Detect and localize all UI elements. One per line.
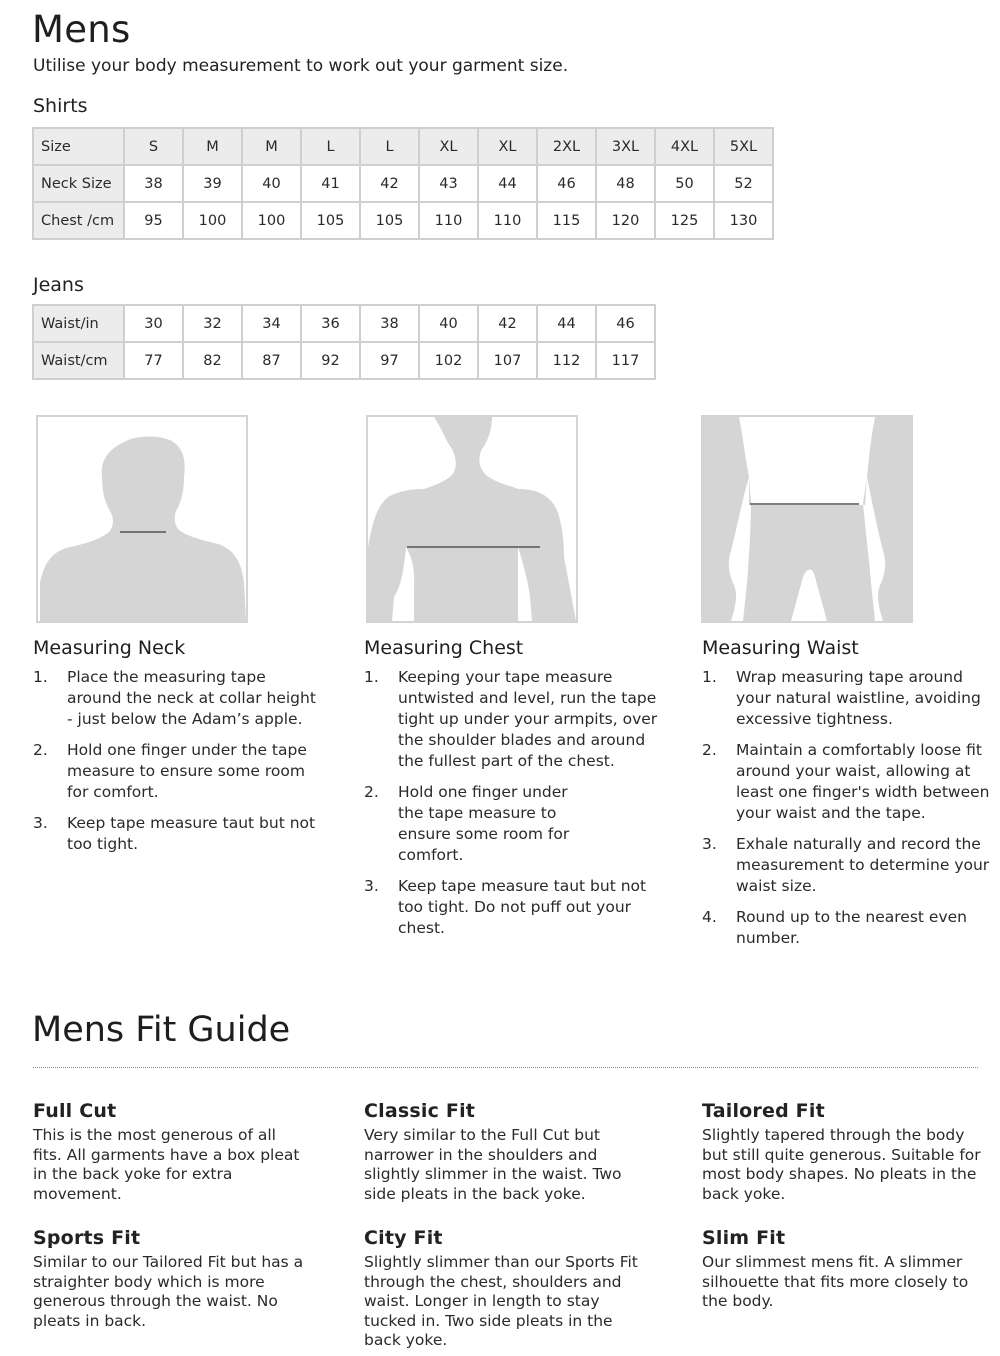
measuring-neck-section <box>33 637 323 865</box>
row-header: Size <box>33 128 124 165</box>
table-cell: 48 <box>596 165 655 202</box>
table-cell: M <box>183 128 242 165</box>
fit-card-classic-fit <box>364 1100 654 1204</box>
fit-title: Slim Fit <box>702 1227 786 1249</box>
table-cell: 130 <box>714 202 773 239</box>
fit-title: City Fit <box>364 1227 443 1249</box>
list-item: 1. Place the measuring tape around the neck at collar height - just below the Adam’s apple. <box>33 668 316 728</box>
list-item: 3. Keep tape measure taut but not too tight. Do not puff out your chest. <box>364 877 647 937</box>
table-cell: 100 <box>242 202 301 239</box>
table-cell: 38 <box>124 165 183 202</box>
table-cell: 52 <box>714 165 773 202</box>
table-row <box>33 128 773 165</box>
fit-card-sports-fit <box>33 1227 308 1331</box>
measuring-chest-steps <box>364 667 664 939</box>
table-cell: 41 <box>301 165 360 202</box>
table-cell: 112 <box>537 342 596 379</box>
list-item: 2. Hold one finger under the tape measure to ensure some room for comfort. <box>33 741 307 801</box>
jeans-size-table <box>32 304 656 380</box>
list-item: 1. Keeping your tape measure untwisted and level, run the tape tight up under your armpits, over the shoulder blades and around the fullest part of the chest. <box>364 668 658 770</box>
table-cell: 110 <box>419 202 478 239</box>
table-row <box>33 165 773 202</box>
table-cell: 2XL <box>537 128 596 165</box>
table-cell: XL <box>419 128 478 165</box>
table-cell: 77 <box>124 342 183 379</box>
row-header: Waist/in <box>33 305 124 342</box>
table-cell: 46 <box>596 305 655 342</box>
measuring-waist-section <box>702 637 992 959</box>
table-cell: 117 <box>596 342 655 379</box>
list-item: 3. Keep tape measure taut but not too tight. <box>33 814 316 853</box>
table-cell: 32 <box>183 305 242 342</box>
table-cell: L <box>360 128 419 165</box>
list-item: 2. Hold one finger under the tape measure to ensure some room for comfort. <box>364 783 570 864</box>
table-cell: 38 <box>360 305 419 342</box>
list-item: 3. Exhale naturally and record the measurement to determine your waist size. <box>702 835 990 895</box>
table-cell: 3XL <box>596 128 655 165</box>
fit-title: Tailored Fit <box>702 1100 825 1122</box>
table-cell: 95 <box>124 202 183 239</box>
measuring-neck-title: Measuring Neck <box>33 637 186 659</box>
table-cell: 5XL <box>714 128 773 165</box>
fit-title: Sports Fit <box>33 1227 141 1249</box>
table-cell: 115 <box>537 202 596 239</box>
fit-description: Slightly slimmer than our Sports Fit through the chest, shoulders and waist. Longer in length to stay tucked in. Two side pleats in the back yoke. <box>364 1253 638 1349</box>
fit-description: This is the most generous of all fits. All garments have a box pleat in the back yoke for extra movement. <box>33 1126 300 1203</box>
fit-description: Very similar to the Full Cut but narrower in the shoulders and slightly slimmer in the waist. Two side pleats in the back yoke. <box>364 1126 622 1203</box>
table-row <box>33 305 655 342</box>
fit-description: Similar to our Tailored Fit but has a straighter body which is more generous through the waist. No pleats in back. <box>33 1253 304 1330</box>
table-cell: 4XL <box>655 128 714 165</box>
list-item: 1. Wrap measuring tape around your natural waistline, avoiding excessive tightness. <box>702 668 981 728</box>
list-item: 4. Round up to the nearest even number. <box>702 908 967 947</box>
table-cell: 82 <box>183 342 242 379</box>
fit-title: Classic Fit <box>364 1100 476 1122</box>
neck-silhouette-icon <box>36 415 248 623</box>
table-cell: S <box>124 128 183 165</box>
table-cell: 92 <box>301 342 360 379</box>
fit-card-slim-fit <box>702 1227 982 1312</box>
table-cell: 105 <box>301 202 360 239</box>
table-cell: 43 <box>419 165 478 202</box>
table-cell: 97 <box>360 342 419 379</box>
shirts-title: Shirts <box>33 95 88 117</box>
row-header: Waist/cm <box>33 342 124 379</box>
fit-guide-title: Mens Fit Guide <box>32 1010 291 1050</box>
fit-card-tailored-fit <box>702 1100 982 1204</box>
table-cell: 34 <box>242 305 301 342</box>
table-cell: 42 <box>360 165 419 202</box>
fit-description: Slightly tapered through the body but still quite generous. Suitable for most body shapes. No pleats in the back yoke. <box>702 1126 981 1203</box>
table-cell: 50 <box>655 165 714 202</box>
measuring-chest-title: Measuring Chest <box>364 637 524 659</box>
intro-text: Utilise your body measurement to work out your garment size. <box>33 56 569 76</box>
shirts-size-table <box>32 127 774 240</box>
table-cell: M <box>242 128 301 165</box>
measuring-waist-steps <box>702 667 992 949</box>
jeans-title: Jeans <box>33 274 84 296</box>
row-header: Chest /cm <box>33 202 124 239</box>
table-cell: 36 <box>301 305 360 342</box>
waist-silhouette-icon <box>701 415 913 623</box>
table-cell: L <box>301 128 360 165</box>
dotted-divider <box>33 1067 978 1068</box>
fit-title: Full Cut <box>33 1100 117 1122</box>
table-cell: 102 <box>419 342 478 379</box>
table-cell: 120 <box>596 202 655 239</box>
fit-description: Our slimmest mens fit. A slimmer silhouette that fits more closely to the body. <box>702 1253 969 1310</box>
table-cell: 100 <box>183 202 242 239</box>
table-cell: 42 <box>478 305 537 342</box>
table-cell: 105 <box>360 202 419 239</box>
table-cell: 46 <box>537 165 596 202</box>
table-row <box>33 342 655 379</box>
fit-card-city-fit <box>364 1227 654 1351</box>
table-cell: 87 <box>242 342 301 379</box>
measuring-waist-title: Measuring Waist <box>702 637 859 659</box>
page-title: Mens <box>32 8 131 51</box>
table-cell: 40 <box>419 305 478 342</box>
table-cell: 110 <box>478 202 537 239</box>
chest-silhouette-icon <box>366 415 578 623</box>
fit-card-full-cut <box>33 1100 308 1204</box>
table-cell: XL <box>478 128 537 165</box>
table-cell: 125 <box>655 202 714 239</box>
row-header: Neck Size <box>33 165 124 202</box>
measuring-neck-steps <box>33 667 323 855</box>
table-cell: 44 <box>478 165 537 202</box>
measuring-chest-section <box>364 637 664 949</box>
list-item: 2. Maintain a comfortably loose fit around your waist, allowing at least one finger's width between your waist and the tape. <box>702 741 990 822</box>
table-row <box>33 202 773 239</box>
table-cell: 30 <box>124 305 183 342</box>
table-cell: 40 <box>242 165 301 202</box>
table-cell: 39 <box>183 165 242 202</box>
table-cell: 44 <box>537 305 596 342</box>
table-cell: 107 <box>478 342 537 379</box>
